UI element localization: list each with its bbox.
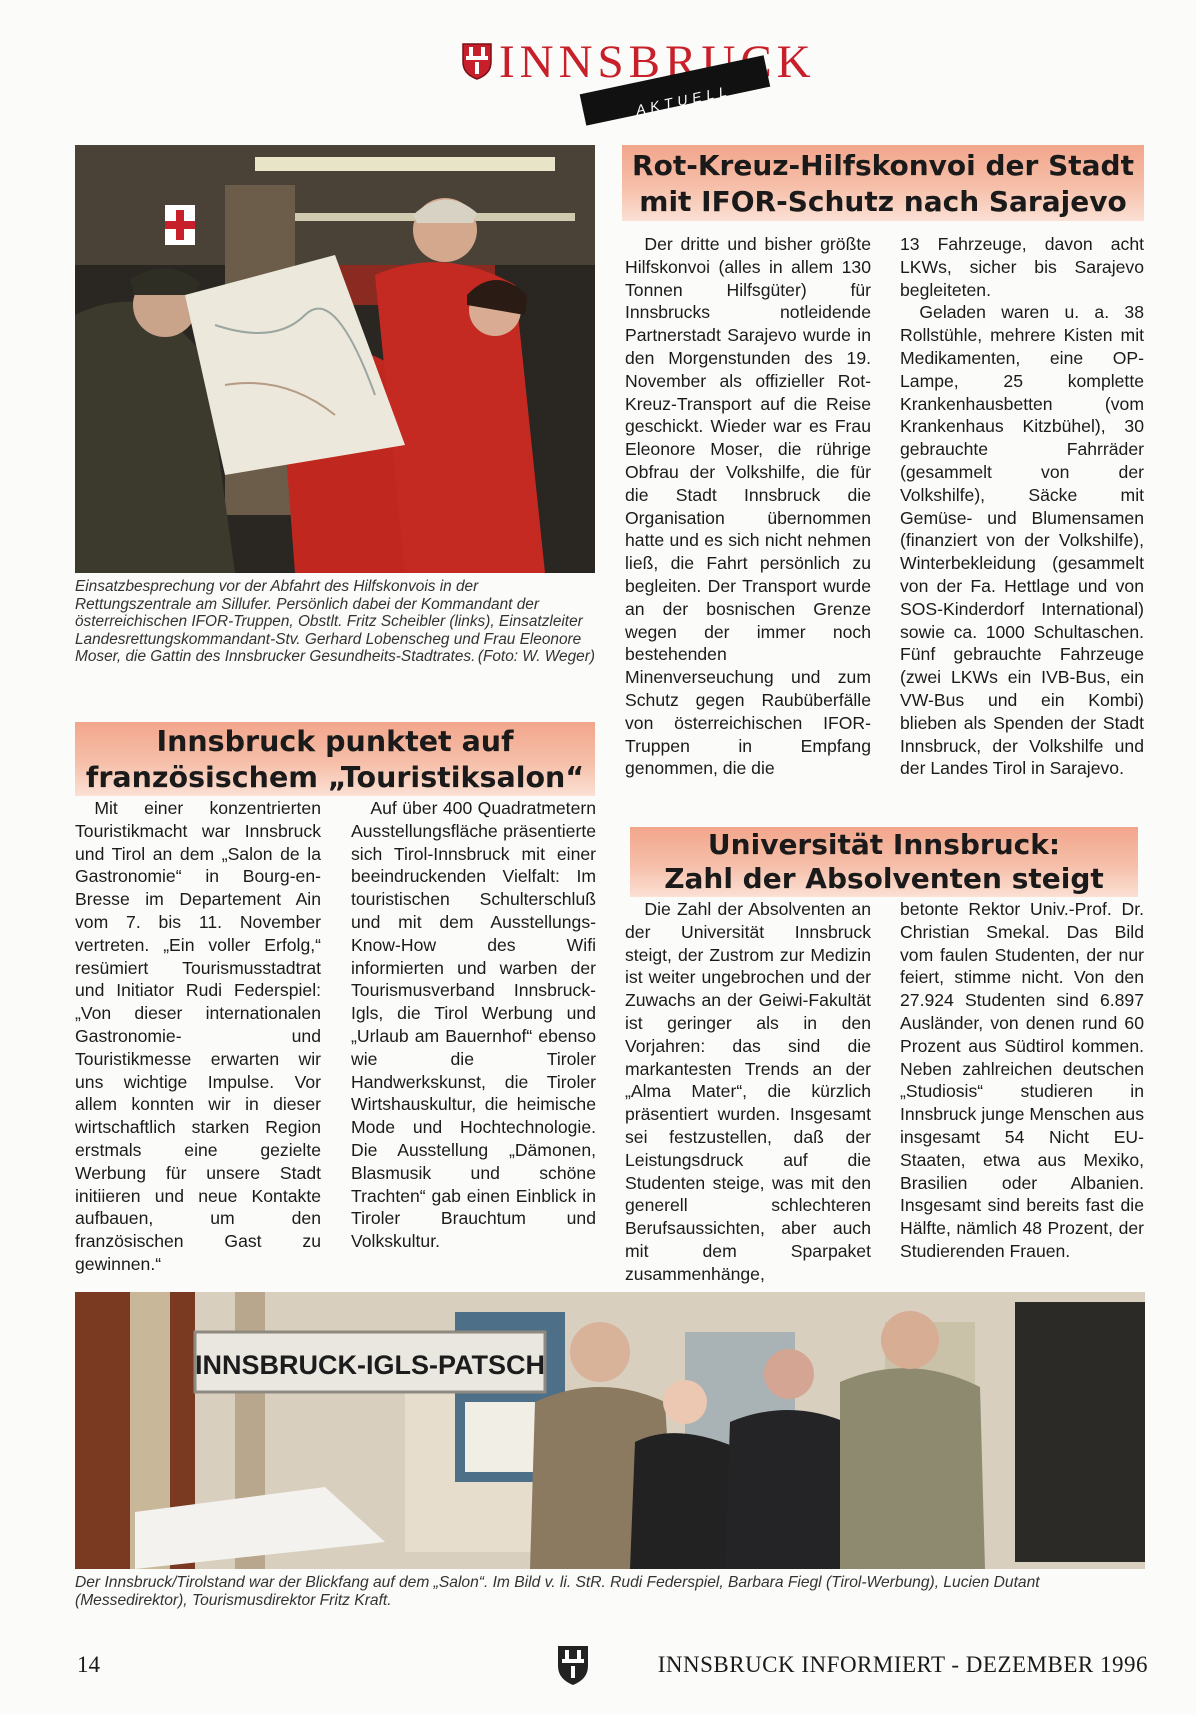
footer-crest-icon xyxy=(556,1644,590,1686)
university-col1-paragraph: Die Zahl der Absolventen an der Universität Innsbruck steigt, der Zustrom zur Medizin ist weiter ungebrochen und der Zuwachs an der Geiwi-Fakultät ist geringer als in den Vorjahren: das sind die markantesten Trends an der „Alma Mater“, die kürzlich präsentiert wurden. Insgesamt sei festzustellen, daß der Leistungsdruck auf die Studenten steige, was mit den generell schlechteren Berufsaussichten, aber auch mit dem Sparpaket zusammenhänge, xyxy=(625,899,871,1284)
salon-headline-line2: französischem „Touristiksalon“ xyxy=(85,761,585,794)
masthead xyxy=(455,34,816,134)
convoy-headline xyxy=(622,145,1144,220)
convoy-photo-caption xyxy=(75,578,595,666)
salon-photo-caption: Der Innsbruck/Tirolstand war der Blickfang auf dem „Salon“. Im Bild v. li. StR. Rudi Federspiel, Barbara Fiegl (Tirol-Werbung), Lucien Dutant (Messedirektor), Tourismusdirektor Fritz Kraft. xyxy=(75,1574,1040,1609)
convoy-column-2 xyxy=(900,233,1144,780)
convoy-headline-line1: Rot-Kreuz-Hilfskonvoi der Stadt xyxy=(632,149,1134,182)
university-column-2 xyxy=(900,898,1144,1263)
convoy-caption-text: Einsatzbesprechung vor der Abfahrt des Hilfskonvois in der Rettungszentrale am Sillufer. Persönlich dabei der Kommandant der österreichischen IFOR-Truppen, Obstlt. Fritz Scheibler (links), Einsatzleiter Landesrettungskommandant-Stv. Gerhard Lobenscheg und Frau Eleonore Moser, die Gattin des Innsbrucker Gesundheits-Stadtrates. xyxy=(75,578,583,666)
university-col2-paragraph: betonte Rektor Univ.-Prof. Dr. Christian Smekal. Das Bild vom faulen Studenten, der nur feiert, stimme nicht. Von den 27.924 Studenten sind 6.897 Ausländer, von denen rund 60 Prozent aus Südtirol kommen. Neben zahlreichen deutschen „Studiosis“ studieren in Innsbruck junge Menschen aus insgesamt 54 Nicht EU-Staaten, etwa aus Mexiko, Brasilien oder Albanien. Insgesamt sind bereits fast die Hälfte, nämlich 48 Prozent, der Studierenden Frauen. xyxy=(900,899,1144,1261)
salon-column-2 xyxy=(351,797,596,1253)
salon-headline-box xyxy=(75,722,595,796)
stand-sign-text: INNSBRUCK-IGLS-PATSCH xyxy=(195,1350,545,1380)
university-headline xyxy=(630,827,1138,896)
salon-headline xyxy=(75,722,595,796)
university-headline-box xyxy=(630,827,1138,897)
masthead-subtitle: AKTUELL xyxy=(634,82,733,118)
university-headline-line2: Zahl der Absolventen steigt xyxy=(664,862,1104,895)
convoy-briefing-photo xyxy=(75,145,595,573)
convoy-headline-line2: mit IFOR-Schutz nach Sarajevo xyxy=(639,185,1127,218)
salon-headline-line1: Innsbruck punktet auf xyxy=(156,725,514,758)
salon-stand-photo xyxy=(75,1292,1145,1569)
university-headline-line1: Universität Innsbruck: xyxy=(707,828,1061,861)
university-column-1 xyxy=(625,898,871,1286)
masthead-title: INNSBRUCK xyxy=(499,36,816,88)
salon-col1-paragraph: Mit einer konzentrierten Touristikmacht war Innsbruck und Tirol an dem „Salon de la Gastronomie“ in Bourg-en-Bresse im Departement Ain vom 7. bis 11. November vertreten. „Ein voller Erfolg,“ resümiert Tourismusstadtrat und Initiator Rudi Federspiel: „Von dieser internationalen Gastronomie- und Touristikmesse erwarten wir uns wichtige Impulse. Vor allem konnten wir in dieser wirtschaftlich starken Region erstmals eine gezielte Werbung für unsere Stadt initiieren und neue Kontakte aufbauen, um den französischen Gast zu gewinnen.“ xyxy=(75,798,321,1274)
salon-col2-paragraph: Auf über 400 Quadratmetern Ausstellungsfläche präsentierte sich Tirol-Innsbruck mit einer beeindruckenden Vielfalt: Im touristischen Schulterschluß und mit dem Ausstellungs-Know-How des Wifi informierten und warben der Tourismusverband Innsbruck-Igls, die Tirol Werbung und „Urlaub am Bauernhof“ ebenso wie die Tiroler Handwerkskunst, die Tiroler Wirtshauskultur, die heimische Mode und Hochtechnologie. Die Ausstellung „Dämonen, Blasmusik und schöne Trachten“ gab einen Einblick in Tiroler Brauchtum und Volkskultur. xyxy=(351,798,596,1252)
page-number: 14 xyxy=(77,1652,100,1677)
convoy-col2-paragraph-1: 13 Fahrzeuge, davon acht LKWs, sicher bis Sarajevo begleiteten. xyxy=(900,234,1144,300)
convoy-headline-box xyxy=(622,145,1144,221)
city-crest-icon xyxy=(461,42,493,80)
convoy-col2-paragraph-2: Geladen waren u. a. 38 Rollstühle, mehrere Kisten mit Medikamenten, eine OP-Lampe, 25 komplette Krankenhausbetten (vom Krankenhaus Kitzbühel), 30 gebrauchte Fahrräder (gesammelt von der Volkshilfe), Säcke mit Gemüse- und Blumensamen (finanziert von der Volkshilfe), Winterbekleidung (gesammelt von der Fa. Hettlage und von SOS-Kinderdorf International) sowie ca. 1000 Schultaschen. Fünf gebrauchte Fahrzeuge (zwei LKWs ein IVB-Bus, ein VW-Bus und ein Kombi) blieben als Spenden der Stadt Innsbruck, der Volkshilfe und der Landes Tirol in Sarajevo. xyxy=(900,302,1144,779)
salon-column-1 xyxy=(75,797,321,1276)
footer-publication-title: INNSBRUCK INFORMIERT - DEZEMBER 1996 xyxy=(657,1652,1148,1677)
convoy-col1-paragraph: Der dritte und bisher größte Hilfskonvoi (alles in allem 130 Tonnen Hilfsgüter) für Innsbrucks notleidende Partnerstadt Sarajevo wurde in den Morgenstunden des 19. November als offizieller Rot-Kreuz-Transport auf die Reise geschickt. Wieder war es Frau Eleonore Moser, die rührige Obfrau der Volkshilfe, die für die Stadt Innsbruck die Organisation übernommen hatte und es sich nicht nehmen ließ, die Fahrt persönlich zu begleiten. Der Transport wurde an der bosnischen Grenze wegen der immer noch bestehenden Minenverseuchung und zum Schutz gegen Raubüberfälle von österreichischen IFOR-Truppen in Empfang genommen, die die xyxy=(625,234,871,779)
convoy-photo-credit: (Foto: W. Weger) xyxy=(477,648,595,666)
convoy-column-1 xyxy=(625,233,871,780)
